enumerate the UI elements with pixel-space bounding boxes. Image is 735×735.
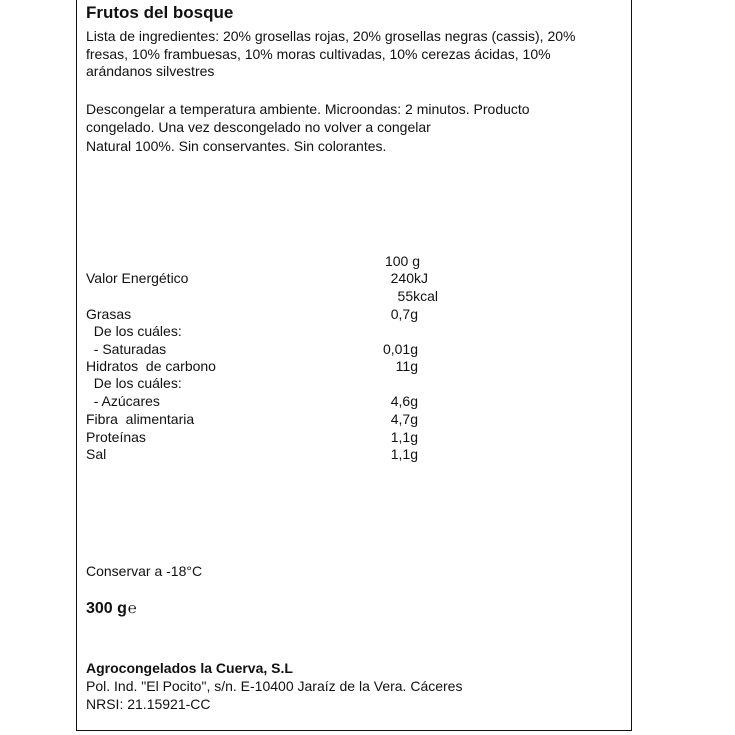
company-name: Agrocongelados la Cuerva, S.L — [86, 660, 293, 676]
row-label-sal: Sal — [86, 446, 107, 462]
row-label-de-los-cuales: De los cuáles: — [86, 323, 182, 339]
energy-kj: 240kJ — [390, 270, 428, 286]
row-value-grasas: 0,7g — [390, 306, 418, 322]
row-value-fibra: 4,7g — [390, 411, 418, 427]
row-value-hidratos: 11g — [395, 358, 418, 374]
row-value-proteinas: 1,1g — [390, 429, 418, 445]
row-value-sal: 1,1g — [390, 446, 418, 462]
energy-kcal: 55kcal — [397, 288, 438, 304]
row-label-de-los-cuales-2: De los cuáles: — [86, 375, 182, 391]
estimated-sign-icon: ℮ — [127, 600, 137, 617]
net-weight-value: 300 g — [86, 600, 127, 617]
net-weight — [86, 599, 137, 619]
company-address: Pol. Ind. "El Pocito", s/n. E-10400 Jaraíz de la Vera. Cáceres — [86, 678, 463, 694]
instructions-line-1: Descongelar a temperatura ambiente. Microondas: 2 minutos. Producto — [86, 101, 530, 117]
row-label-azucares: - Azúcares — [86, 393, 160, 409]
row-label-proteinas: Proteínas — [86, 429, 146, 445]
nutrition-header: 100 g — [384, 253, 420, 269]
instructions-line-2: congelado. Una vez descongelado no volver a congelar — [86, 119, 431, 135]
ingredients-line-2: fresas, 10% frambuesas, 10% moras cultivadas, 10% cerezas ácidas, 10% — [86, 46, 551, 62]
energy-label: Valor Energético — [86, 270, 189, 286]
row-label-saturadas: - Saturadas — [86, 341, 167, 357]
row-label-hidratos: Hidratos de carbono — [86, 358, 216, 374]
product-title: Frutos del bosque — [86, 3, 234, 22]
ingredients-line-3: arándanos silvestres — [86, 63, 215, 79]
row-label-grasas: Grasas — [86, 306, 132, 322]
storage-text: Conservar a -18°C — [86, 563, 203, 579]
claims-text: Natural 100%. Sin conservantes. Sin colorantes. — [86, 138, 387, 154]
row-value-azucares: 4,6g — [390, 393, 418, 409]
row-value-saturadas: 0,01g — [382, 341, 418, 357]
row-label-fibra: Fibra alimentaria — [86, 411, 195, 427]
company-registry: NRSI: 21.15921-CC — [86, 696, 211, 712]
ingredients-line-1: Lista de ingredientes: 20% grosellas rojas, 20% grosellas negras (cassis), 20% — [86, 28, 576, 44]
